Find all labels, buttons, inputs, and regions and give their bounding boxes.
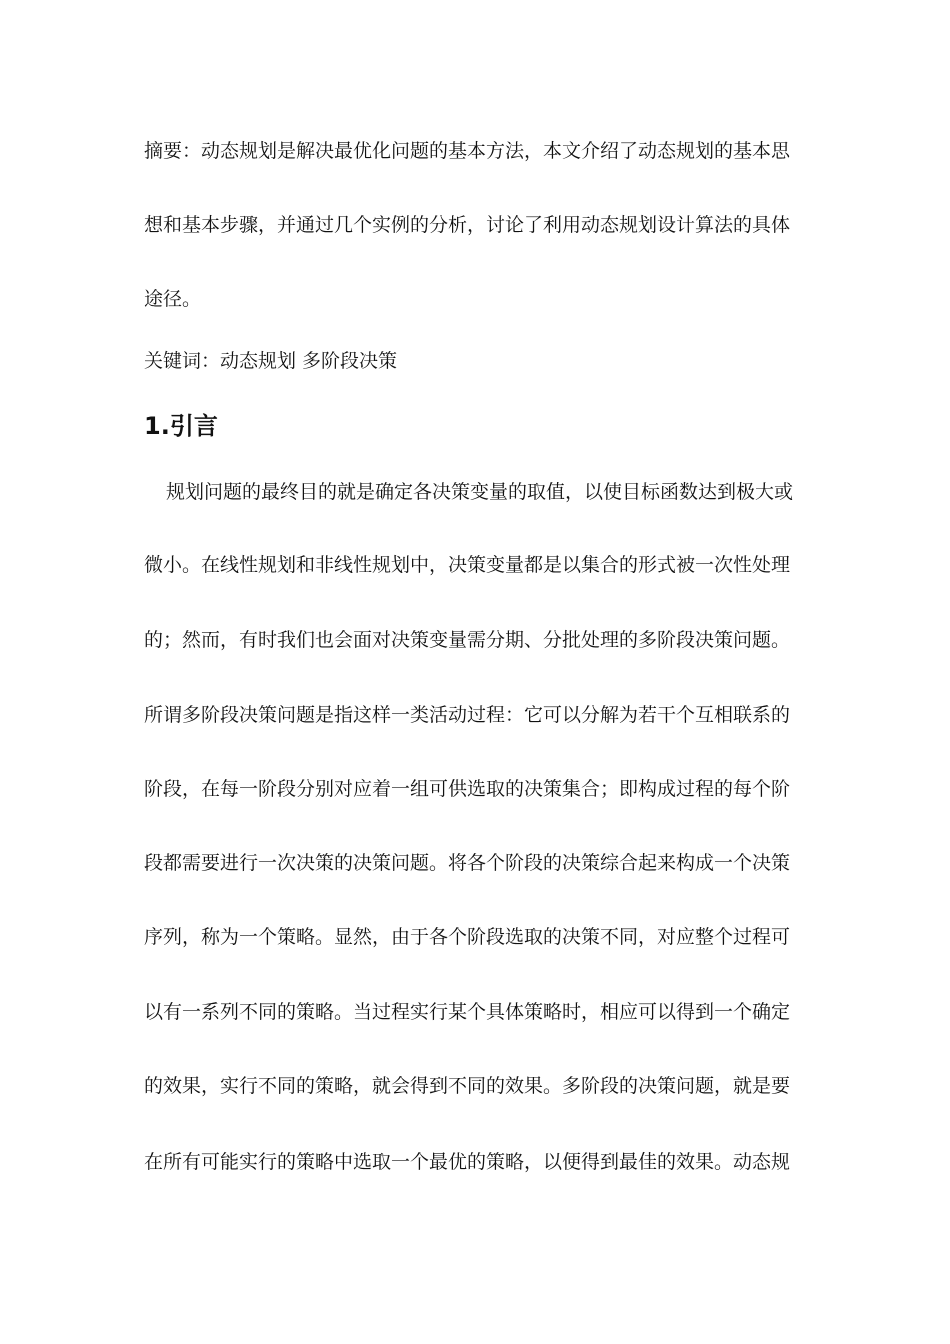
- body-line-7: 序列，称为一个策略。显然，由于各个阶段选取的决策不同，对应整个过程可: [144, 926, 791, 948]
- body-line-3: 的；然而，有时我们也会面对决策变量需分期、分批处理的多阶段决策问题。: [144, 629, 791, 651]
- section-heading: 1.引言: [144, 412, 218, 440]
- body-line-9: 的效果，实行不同的策略，就会得到不同的效果。多阶段的决策问题，就是要: [144, 1075, 791, 1097]
- body-line-1: 规划问题的最终目的就是确定各决策变量的取值，以使目标函数达到极大或: [166, 481, 794, 503]
- body-line-8: 以有一系列不同的策略。当过程实行某个具体策略时，相应可以得到一个确定: [144, 1001, 791, 1023]
- body-line-4: 所谓多阶段决策问题是指这样一类活动过程：它可以分解为若干个互相联系的: [144, 704, 791, 726]
- abstract-line-2: 想和基本步骤，并通过几个实例的分析，讨论了利用动态规划设计算法的具体: [144, 214, 791, 236]
- abstract-line-1: 摘要：动态规划是解决最优化问题的基本方法，本文介绍了动态规划的基本思: [144, 140, 791, 162]
- keywords-line: 关键词：动态规划 多阶段决策: [144, 350, 398, 372]
- abstract-line-3: 途径。: [144, 288, 202, 310]
- body-line-6: 段都需要进行一次决策的决策问题。将各个阶段的决策综合起来构成一个决策: [144, 852, 791, 874]
- body-line-5: 阶段，在每一阶段分别对应着一组可供选取的决策集合；即构成过程的每个阶: [144, 778, 791, 800]
- body-line-10: 在所有可能实行的策略中选取一个最优的策略，以便得到最佳的效果。动态规: [144, 1151, 791, 1173]
- body-line-2: 微小。在线性规划和非线性规划中，决策变量都是以集合的形式被一次性处理: [144, 554, 791, 576]
